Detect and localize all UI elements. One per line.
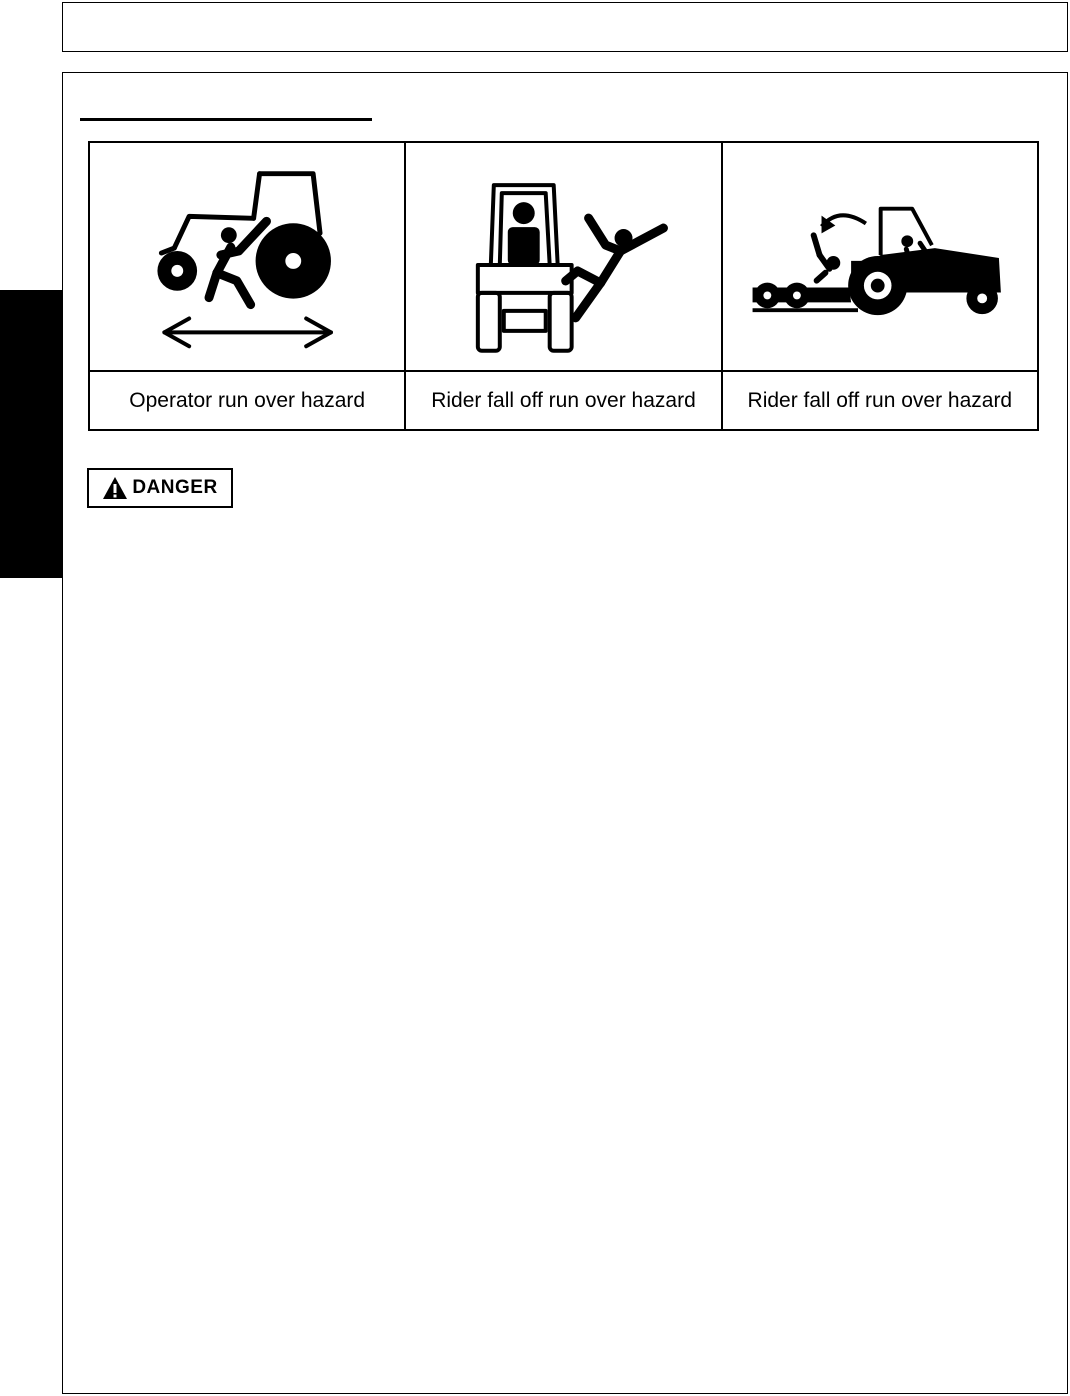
section-side-tab: [0, 290, 62, 578]
rider-fall-off-side-icon: [723, 143, 1037, 370]
danger-badge: [87, 468, 233, 508]
warning-triangle-icon: [102, 476, 128, 500]
hazard-cell-operator: [89, 142, 405, 371]
hazard-icon-row: [89, 142, 1038, 371]
section-heading-rule: [80, 118, 372, 121]
hazard-caption: Rider fall off run over hazard: [405, 371, 721, 430]
operator-run-over-icon: [90, 143, 404, 370]
hazard-table: [88, 141, 1039, 431]
hazard-caption-row: [89, 371, 1038, 430]
hazard-cell-rider-side: [722, 142, 1038, 371]
hazard-cell-rider-front: [405, 142, 721, 371]
rider-fall-off-front-icon: [406, 143, 720, 370]
page-header-box: [62, 2, 1068, 52]
danger-label: DANGER: [132, 477, 218, 498]
hazard-caption: Rider fall off run over hazard: [722, 371, 1038, 430]
hazard-caption: Operator run over hazard: [89, 371, 405, 430]
